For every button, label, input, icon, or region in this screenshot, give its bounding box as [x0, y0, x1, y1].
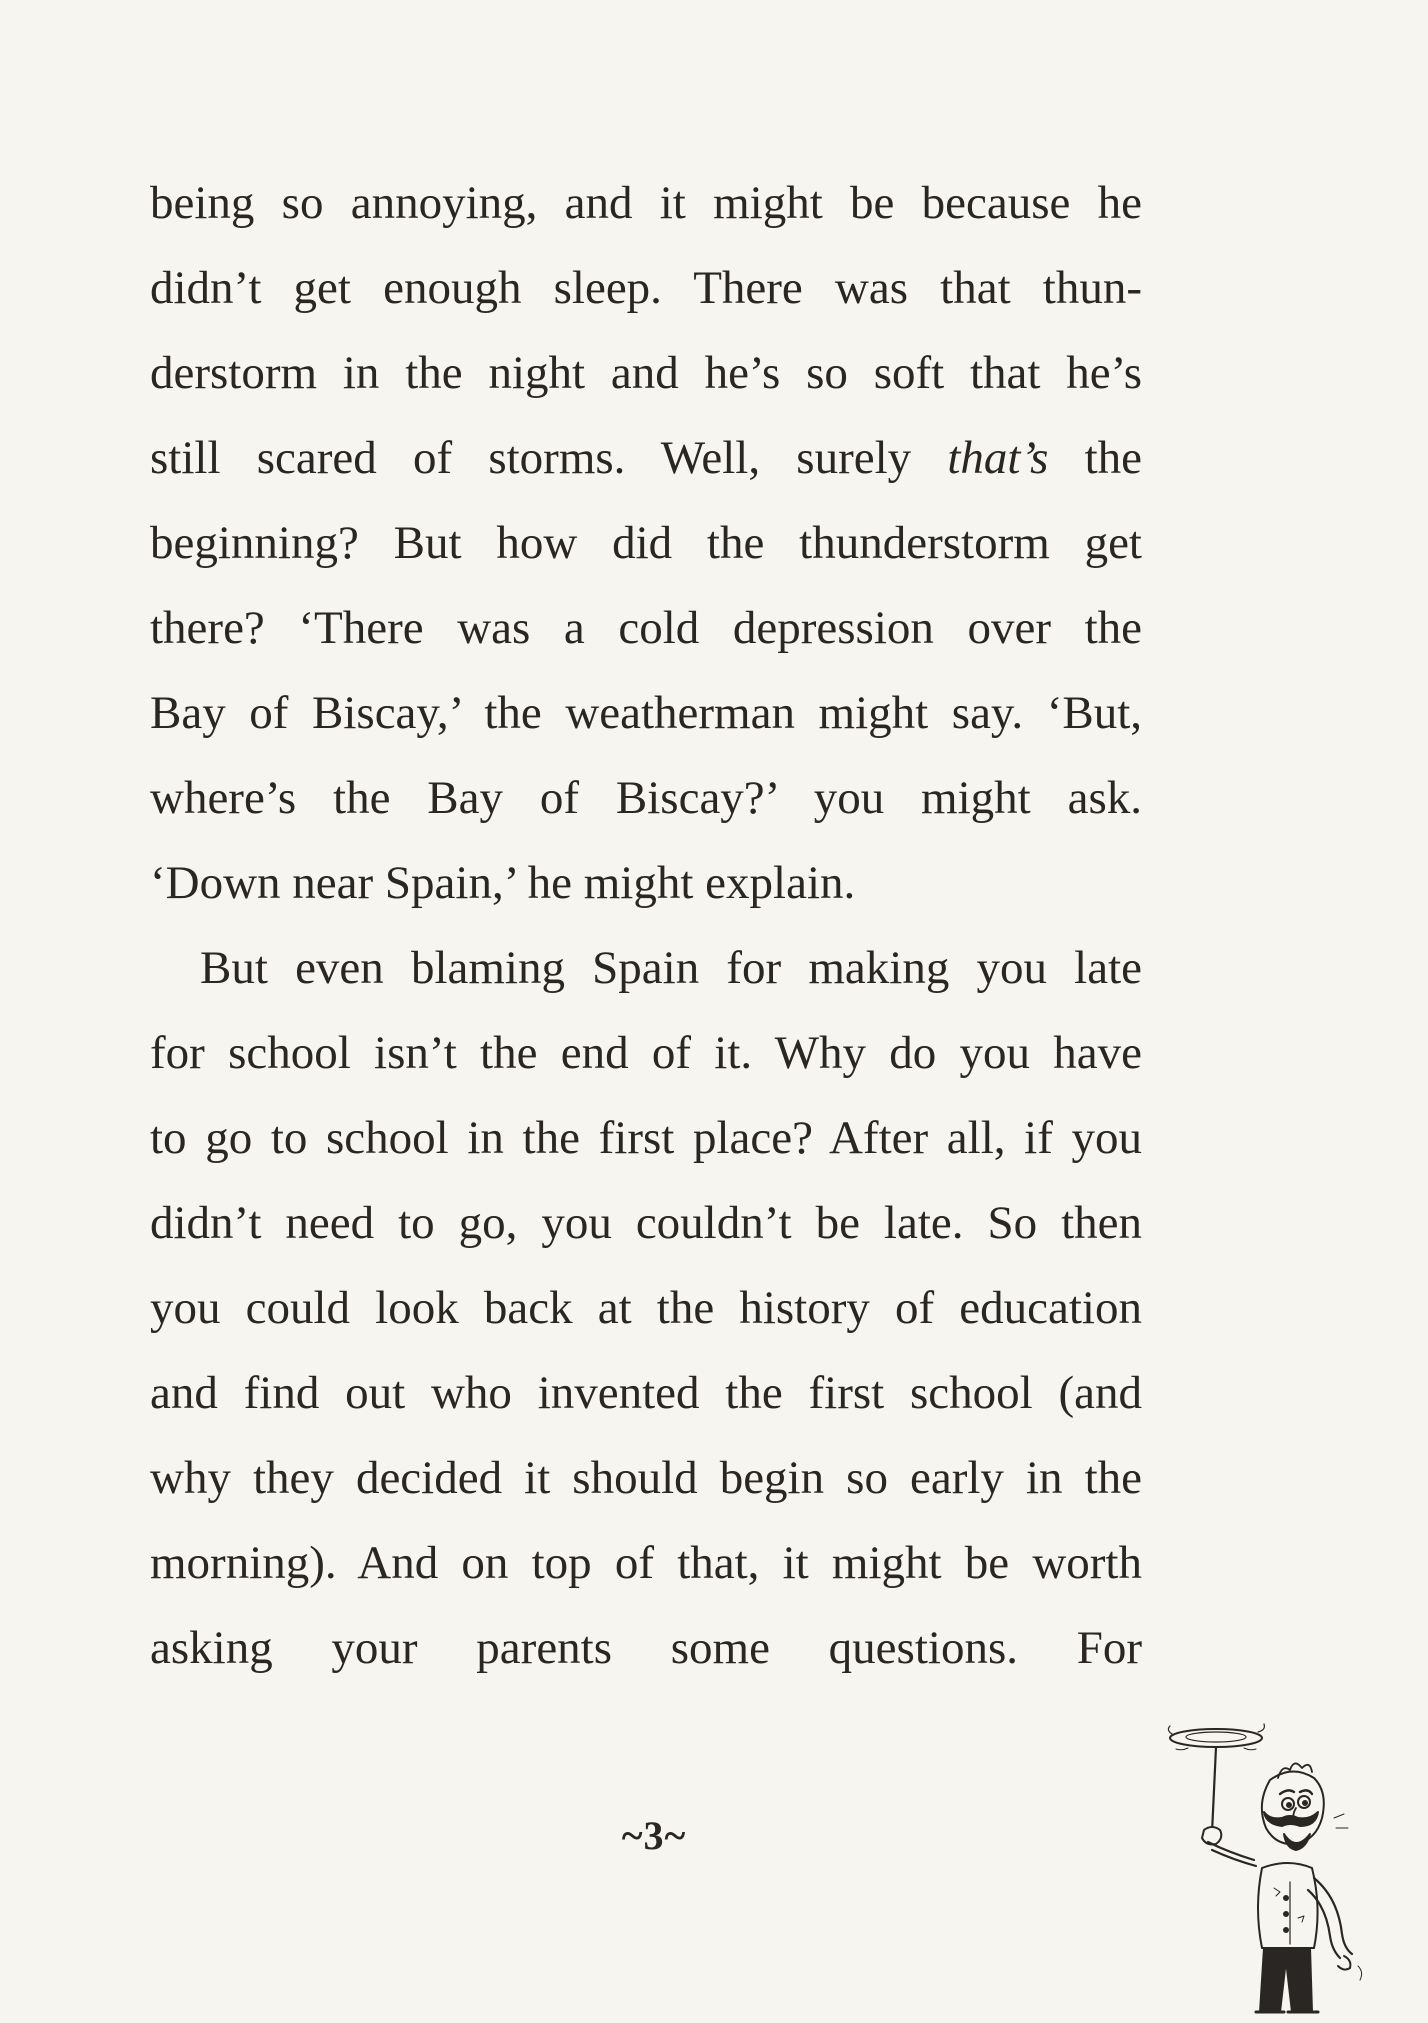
text-segment: still scared of storms. Well, surely	[150, 432, 948, 484]
text-line-with-italic	[150, 416, 1142, 501]
text-line: morning). And on top of that, it might be worth	[150, 1537, 1142, 1589]
text-line: ‘Down near Spain,’ he might explain.	[150, 857, 856, 909]
body-text	[150, 161, 1142, 1691]
text-line: where’s the Bay of Biscay?’ you might ask.	[150, 772, 1142, 824]
paragraph-1	[150, 161, 1142, 926]
juggler-spinning-plate-icon	[1158, 1718, 1420, 2018]
text-line: derstorm in the night and he’s so soft that he’s	[150, 347, 1142, 399]
text-line: for school isn’t the end of it. Why do you have	[150, 1027, 1142, 1079]
text-line: why they decided it should begin so early in the	[150, 1452, 1142, 1504]
text-line: you could look back at the history of education	[150, 1282, 1142, 1334]
text-line: and find out who invented the first school (and	[150, 1367, 1142, 1419]
text-line: didn’t need to go, you couldn’t be late. So then	[150, 1197, 1142, 1249]
text-line: beginning? But how did the thunderstorm get	[150, 517, 1142, 569]
text-line: didn’t get enough sleep. There was that thun-	[150, 262, 1142, 314]
text-line: there? ‘There was a cold depression over the	[150, 602, 1142, 654]
text-segment: the	[1048, 432, 1142, 484]
page-number: ~3~	[621, 1813, 687, 1858]
text-line: being so annoying, and it might be because he	[150, 177, 1142, 229]
text-line: But even blaming Spain for making you late	[200, 942, 1142, 994]
text-line: asking your parents some questions. For	[150, 1622, 1142, 1674]
text-line: to go to school in the first place? After all, if you	[150, 1112, 1142, 1164]
paragraph-2	[150, 926, 1142, 1691]
text-line: Bay of Biscay,’ the weatherman might say. ‘But,	[150, 687, 1142, 739]
italic-word: that’s	[947, 432, 1049, 484]
